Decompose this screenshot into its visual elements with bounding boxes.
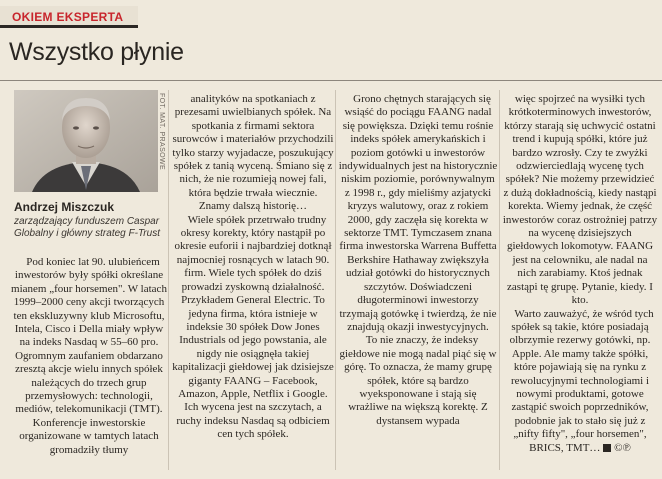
article-column-4 bbox=[502, 93, 658, 455]
author-portrait-image bbox=[14, 90, 158, 192]
article-column-3 bbox=[338, 93, 498, 428]
section-bar bbox=[0, 6, 138, 28]
paragraph: analityków na spotkaniach z prezesami uwielbianych spółek. Na spotkania z firmami sektora surowców i materiałów przychodzili tylko starzy wyjadacze, poszukujący spółek z tanią wyceną. Śmiano się z nich, że nie rozumieją nowej fali, która będzie trwała wiecznie. Znamy dalszą historię… bbox=[172, 93, 334, 213]
author-role: zarządzający funduszem Caspar Globalny i główny strateg F-Trust bbox=[14, 216, 160, 239]
author-name: Andrzej Miszczuk bbox=[14, 200, 115, 214]
paragraph: Pod koniec lat 90. ulubieńcem inwestorów były spółki określane mianem „four horsemen". W latach 1999–2000 ceny akcji tworzących ten ekskluzywny klub Microsoftu, Intela, Cisco i Della miały wpływ na indeks Nasdaq w 55–60 pro. Ogromnym zaufaniem obdarzano zresztą akcje wielu innych spółek należących do trzech grup przemysłowych: technologii, mediów, telekomunikacji (TMT). Konferencje inwestorskie organizowane w tamtych latach gromadziły tłumy bbox=[11, 256, 167, 456]
article-headline: Wszystko płynie bbox=[9, 38, 184, 66]
column-divider bbox=[168, 90, 169, 470]
column-divider bbox=[335, 90, 336, 470]
article-column-2 bbox=[172, 93, 334, 442]
author-photo bbox=[14, 90, 158, 192]
paragraph: Wiele spółek przetrwało trudny okresy korekty, który nastąpił po okresie euforii i najbardziej dotknął najmocniej rosnących w latach 90. firm. Wiele tych spółek do dziś prowadzi zyskowną działalność. Przykładem General Electric. To jedyna firma, która istnieje w indeksie 30 spółek Dow Jones Industrials od jego powstania, ale nigdy nie osiągnęła takiej kapitalizacji giełdowej jak dzisiejsze giganty FAANG – Facebook, Amazon, Apple, Netflix i Google. Ich wycena jest na szczytach, a ruchy indeksu Nasdaq są odbiciem cen tych spółek. bbox=[172, 213, 334, 441]
paragraph: To nie znaczy, że indeksy giełdowe nie mogą nadal piąć się w górę. To oznacza, że mamy grupę spółek, które są bardzo wyeksponowane i stają się wrażliwe na większą korektę. Z dystansem wypada bbox=[339, 334, 497, 427]
headline-rule bbox=[0, 80, 662, 81]
paragraph-text: Warto zauważyć, że wśród tych spółek są takie, które posiadają olbrzymie rezerwy gotówki, np. Apple. Ale mamy także spółki, które pojawiają się na rynku z rewolucyjnymi technologiami i nowymi produktami, gotowe zastąpić swoich poprzedników, podobnie jak to stało się już z „nifty fifty", „four horsemen", BRICS, TMT… bbox=[509, 307, 654, 454]
column-divider bbox=[499, 90, 500, 470]
photo-credit: FOT. MAT. PRASOWE bbox=[158, 93, 165, 171]
section-label: OKIEM EKSPERTA bbox=[12, 10, 124, 24]
author-initials: ©℗ bbox=[614, 441, 631, 454]
article-column-1 bbox=[10, 256, 168, 457]
paragraph-last bbox=[502, 308, 658, 455]
paragraph: więc spojrzeć na wysiłki tych krótkoterminowych inwestorów, którzy starają się uchwycić ostatni trend i kupują spółki, które już bardzo wzrosły. Czy te zwyżki odzwierciedlają wycenę tych spółek? Nie możemy przewidzieć z dużą dokładnością, kiedy nastąpi korekta. Wiemy jednak, że część inwestorów coraz ostrożniej patrzy na wycenę dzisiejszych giełdowych lokomotyw. FAANG jest na celowniku, ale nadal na nich zarabiamy. Ktoś jednak zastąpi tę grupę. Pytanie, kiedy. I kto. bbox=[502, 93, 658, 307]
end-of-article-mark bbox=[603, 444, 611, 452]
paragraph: Grono chętnych starających się wsiąść do pociągu FAANG nadal się powiększa. Dzięki temu rośnie indeks spółek amerykańskich i poziom gotówki u inwestorów indywidualnych jest na historycznie niskim poziomie, porównywalnym z 1998 r., gdy mieliśmy azjatycki kryzys walutowy, oraz z rokiem 2000, gdy zaczęła się korekta w sektorze TMT. Tymczasem znana firma inwestorska Warrena Buffetta Berkshire Hathaway zwiększyła udział gotówki do historycznych szczytów. Doświadczeni długoterminowi inwestorzy trzymają gotówkę i twierdzą, że nie znajdują okazji inwestycyjnych. bbox=[338, 93, 498, 333]
